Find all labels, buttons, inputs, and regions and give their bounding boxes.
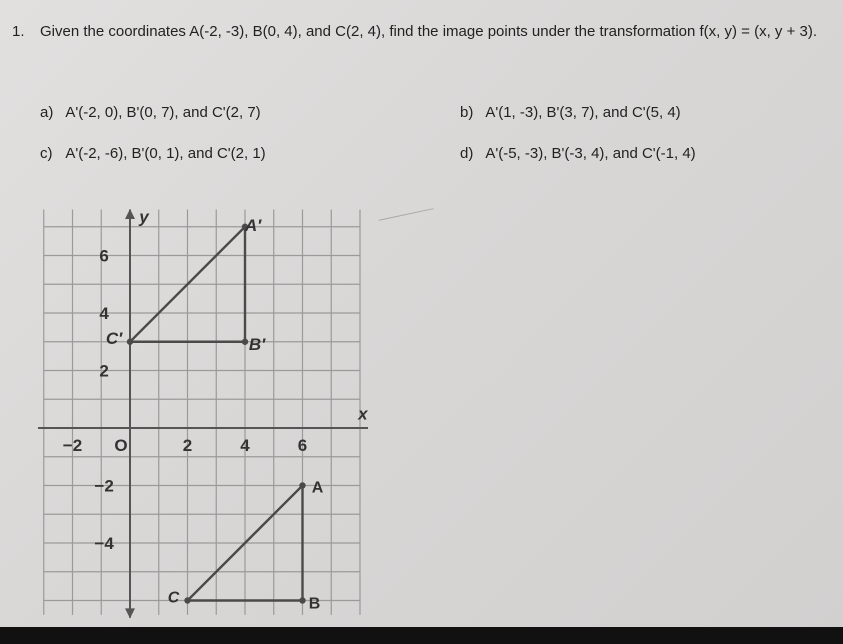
label-b: B bbox=[308, 595, 321, 613]
y-axis-arrow-down bbox=[125, 608, 135, 618]
point-c bbox=[184, 597, 190, 603]
choice-d-text: A'(-5, -3), B'(-3, 4), and C'(-1, 4) bbox=[485, 145, 696, 162]
y-tick-label: 6 bbox=[99, 246, 109, 266]
y-tick-label: 2 bbox=[99, 361, 109, 381]
y-axis-arrow-up bbox=[125, 209, 135, 219]
stray-pencil-mark bbox=[379, 208, 434, 221]
choice-c-text: A'(-2, -6), B'(0, 1), and C'(2, 1) bbox=[65, 145, 266, 162]
choice-a-label: a) bbox=[40, 104, 54, 121]
x-axis-label: x bbox=[358, 404, 368, 424]
point-b bbox=[299, 597, 305, 603]
point-a bbox=[299, 482, 305, 488]
x-tick-label: O bbox=[114, 436, 128, 455]
question-number: 1. bbox=[12, 23, 25, 40]
choice-a[interactable] bbox=[40, 104, 261, 121]
label-a: A bbox=[311, 479, 324, 497]
x-tick-label: −2 bbox=[62, 436, 83, 455]
label-b-prime: B′ bbox=[248, 334, 266, 354]
x-tick-label: 6 bbox=[297, 436, 308, 455]
y-tick-label: −4 bbox=[94, 534, 114, 553]
choice-c[interactable] bbox=[40, 145, 266, 162]
y-tick-label: −2 bbox=[94, 476, 114, 496]
label-a-prime: A′ bbox=[244, 215, 262, 235]
y-tick-label: 4 bbox=[99, 304, 109, 323]
choice-d-label: d) bbox=[460, 145, 474, 162]
x-tick-label: 2 bbox=[182, 436, 193, 455]
point-c-prime bbox=[127, 339, 133, 345]
label-c-prime: C′ bbox=[105, 328, 123, 348]
choice-b-text: A'(1, -3), B'(3, 7), and C'(5, 4) bbox=[485, 104, 681, 121]
point-b-prime bbox=[242, 339, 248, 345]
question-text: Given the coordinates A(-2, -3), B(0, 4), and C(2, 4), find the image points under the transformation f(x, y) = (x, y + 3). bbox=[40, 23, 818, 40]
coordinate-plane-svg bbox=[38, 208, 368, 624]
coordinate-graph bbox=[38, 208, 368, 629]
choice-b[interactable] bbox=[460, 104, 681, 121]
bottom-dark-bar bbox=[0, 627, 843, 644]
x-tick-label: 4 bbox=[240, 436, 250, 455]
choice-b-label: b) bbox=[460, 104, 474, 121]
choice-a-text: A'(-2, 0), B'(0, 7), and C'(2, 7) bbox=[65, 104, 261, 121]
choice-d[interactable] bbox=[460, 145, 696, 162]
label-c: C bbox=[167, 589, 180, 607]
y-axis-label: y bbox=[139, 208, 149, 227]
choice-c-label: c) bbox=[40, 145, 53, 162]
